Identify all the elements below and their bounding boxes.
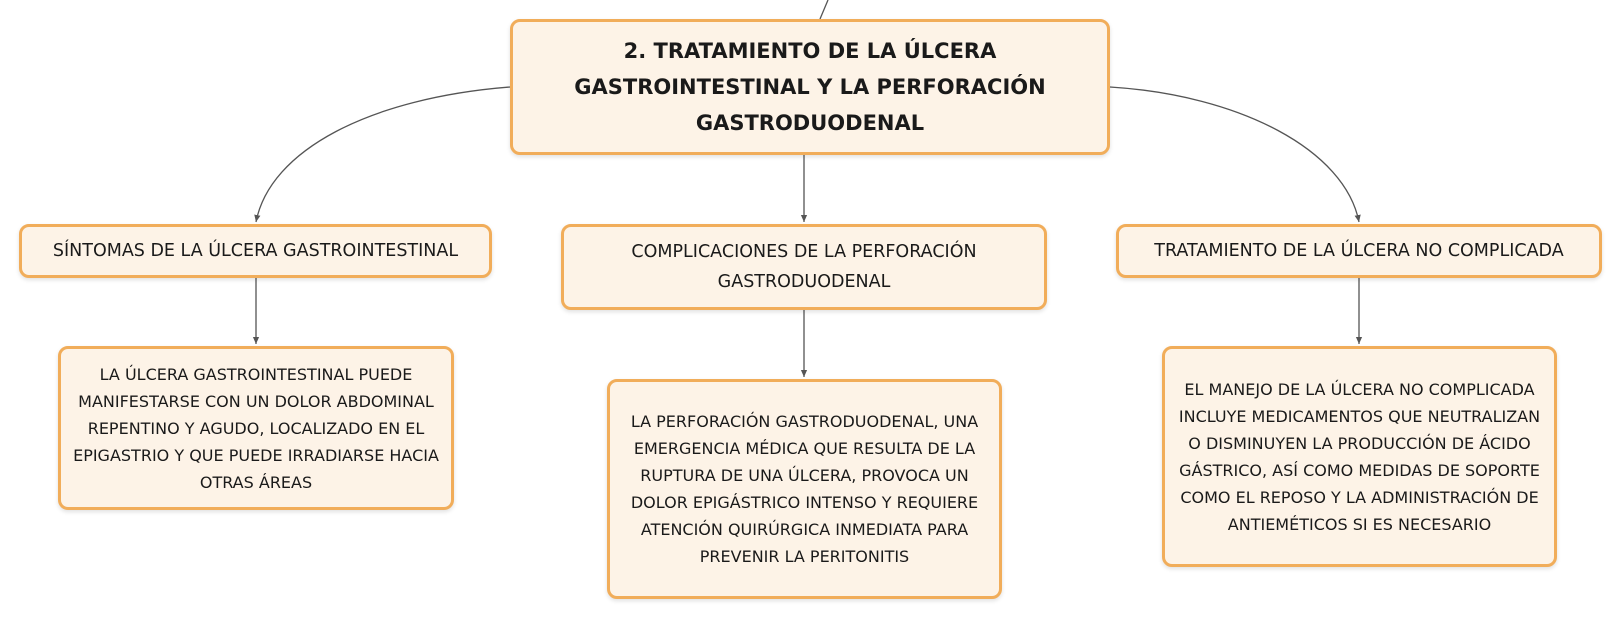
branch-node-complications[interactable] — [561, 224, 1047, 310]
detail-node-text: LA PERFORACIÓN GASTRODUODENAL, UNA EMERGENCIA MÉDICA QUE RESULTA DE LA RUPTURA DE UNA ÚLCERA, PROVOCA UN DOLOR EPIGÁSTRICO INTENSO Y REQUIERE ATENCIÓN QUIRÚRGICA INMEDIATA PARA PREVENIR LA PERITONITIS — [630, 412, 979, 566]
branch-node-label: COMPLICACIONES DE LA PERFORACIÓN GASTRODUODENAL — [631, 242, 977, 292]
detail-node-text: EL MANEJO DE LA ÚLCERA NO COMPLICADA INCLUYE MEDICAMENTOS QUE NEUTRALIZAN O DISMINUYEN LA PRODUCCIÓN DE ÁCIDO GÁSTRICO, ASÍ COMO MEDIDAS DE SOPORTE COMO EL REPOSO Y LA ADMINISTRACIÓN DE ANTIEMÉTICOS SI ES NECESARIO — [1178, 379, 1541, 534]
detail-node-symptoms[interactable] — [58, 346, 454, 510]
detail-node-complications[interactable] — [607, 379, 1002, 599]
root-node[interactable] — [510, 19, 1110, 155]
branch-node-symptoms[interactable] — [19, 224, 492, 278]
connector-root-to-branch-3 — [1110, 87, 1359, 222]
branch-node-label: SÍNTOMAS DE LA ÚLCERA GASTROINTESTINAL — [52, 241, 459, 261]
branch-node-label: TRATAMIENTO DE LA ÚLCERA NO COMPLICADA — [1154, 241, 1564, 261]
branch-node-treatment[interactable] — [1116, 224, 1602, 278]
connector-root-to-branch-1 — [256, 87, 510, 222]
detail-node-treatment[interactable] — [1162, 346, 1557, 567]
detail-node-text: LA ÚLCERA GASTROINTESTINAL PUEDE MANIFESTARSE CON UN DOLOR ABDOMINAL REPENTINO Y AGUDO, LOCALIZADO EN EL EPIGASTRIO Y QUE PUEDE IRRADIARSE HACIA OTRAS ÁREAS — [73, 364, 439, 492]
connector-parent-to-root — [820, 0, 828, 19]
root-node-label: 2. TRATAMIENTO DE LA ÚLCERA GASTROINTESTINAL Y LA PERFORACIÓN GASTRODUODENAL — [574, 39, 1046, 135]
